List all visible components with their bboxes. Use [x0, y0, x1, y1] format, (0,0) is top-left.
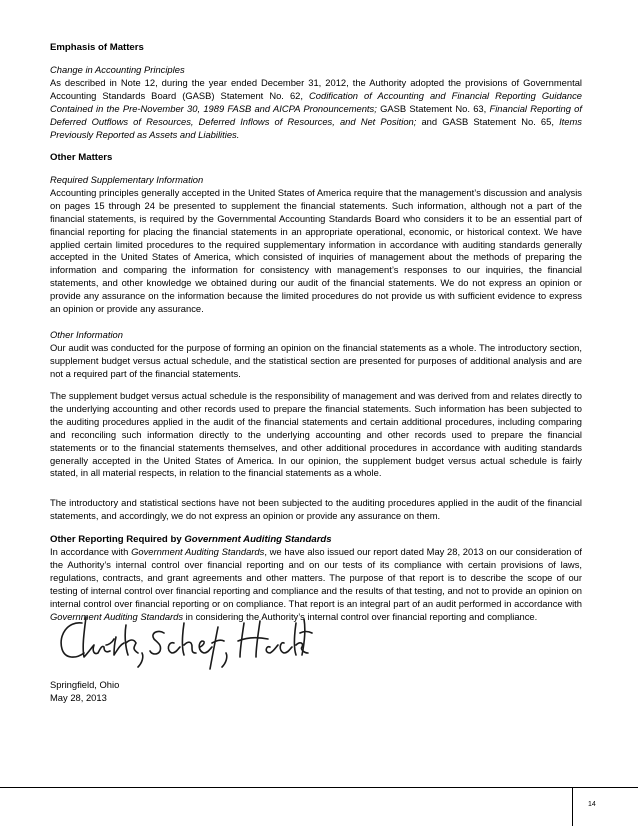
other-matters-heading: Other Matters — [50, 152, 113, 163]
footer-rule — [0, 787, 638, 788]
budget-schedule-paragraph: The supplement budget versus actual schedule is the responsibility of management and was derived from and relates directly to the underlying accounting and other records used to prepare the financial statements. Such information has been subjected to the auditing procedures applied in the audit of the financial statements and certain additional procedures, including comparing and reconciling such information directly to the underlying accounting and other records used to prepare the financial statements or to the financial statements themselves, and other additional procedures in accordance with auditing standards generally accepted in the United States of America. In our opinion, the supplement budget versus actual schedule is fairly stated, in all material respects, in relation to the financial statements as a whole. — [50, 390, 582, 479]
page-number: 14 — [588, 801, 596, 808]
introductory-statistical-paragraph: The introductory and statistical sections have not been subjected to the auditing procedures applied in the audit of the financial statements, and accordingly, we do not express an opinion or provide any assurance on them. — [50, 497, 582, 521]
change-in-accounting-paragraph: As described in Note 12, during the year ended December 31, 2012, the Authority adopted the provisions of Governmental Accounting Standards Board (GASB) Statement No. 62, Codification of Accounting and Financial Reporting Guidance Contained in the Pre-November 30, 1989 FASB and AICPA Pronouncements; GASB Statement No. 63, Financial Reporting of Deferred Outflows of Resources, Deferred Inflows of Resources, and Net Position; and GASB Statement No. 65, Items Previously Reported as Assets and Liabilities. — [50, 76, 582, 140]
other-information-subheading: Other Information — [50, 329, 123, 340]
gas-heading: Other Reporting Required by Government Auditing Standards — [50, 534, 332, 545]
change-in-accounting-subheading: Change in Accounting Principles — [50, 64, 185, 75]
emphasis-section — [50, 64, 582, 141]
rsi-paragraph: Accounting principles generally accepted in the United States of America require that the management’s discussion and analysis on pages 15 through 24 be presented to supplement the financial statements. Such information, although not a part of the financial statements, is required by the Governmental Accounting Standards Board who considers it to be an essential part of financial reporting for placing the financial statements in an appropriate operational, economic, or historical context. We have applied certain limited procedures to the required supplementary information in accordance with auditing standards generally accepted in the United States of America, which consisted of inquiries of management about the methods of preparing the information and comparing the information for consistency with management’s responses to our inquiries, the financial statements, and other knowledge we obtained during our audit of the financial statements. We do not express an opinion or provide any assurance on the information because the limited procedures do not provide us with sufficient evidence to express an opinion or provide any assurance. — [50, 186, 582, 315]
other-information-section — [50, 329, 582, 381]
signature-location: Springfield, Ohio — [50, 679, 120, 690]
rsi-section — [50, 174, 582, 316]
other-information-paragraph: Our audit was conducted for the purpose of forming an opinion on the financial statements as a whole. The introductory section, supplement budget versus actual schedule, and the statistical section are presented for purposes of additional analysis and are not a required part of the financial statements. — [50, 341, 582, 379]
rsi-subheading: Required Supplementary Information — [50, 174, 204, 185]
firm-signature — [54, 609, 314, 675]
footer-divider — [572, 787, 573, 826]
emphasis-heading: Emphasis of Matters — [50, 42, 144, 53]
signature-date: May 28, 2013 — [50, 692, 107, 703]
gas-paragraph: In accordance with Government Auditing Standards, we have also issued our report dated May 28, 2013 on our consideration of the Authority’s internal control over financial reporting and on our tests of its compliance with certain provisions of laws, regulations, contracts, and grant agreements and other matters. The purpose of that report is to describe the scope of our testing of internal control over financial reporting and compliance and the results of that testing, and not to provide an opinion on internal control over financial reporting or on compliance. That report is an integral part of an audit performed in accordance with Government Auditing Standards in considering the Authority’s internal control over financial reporting and compliance. — [50, 546, 583, 622]
